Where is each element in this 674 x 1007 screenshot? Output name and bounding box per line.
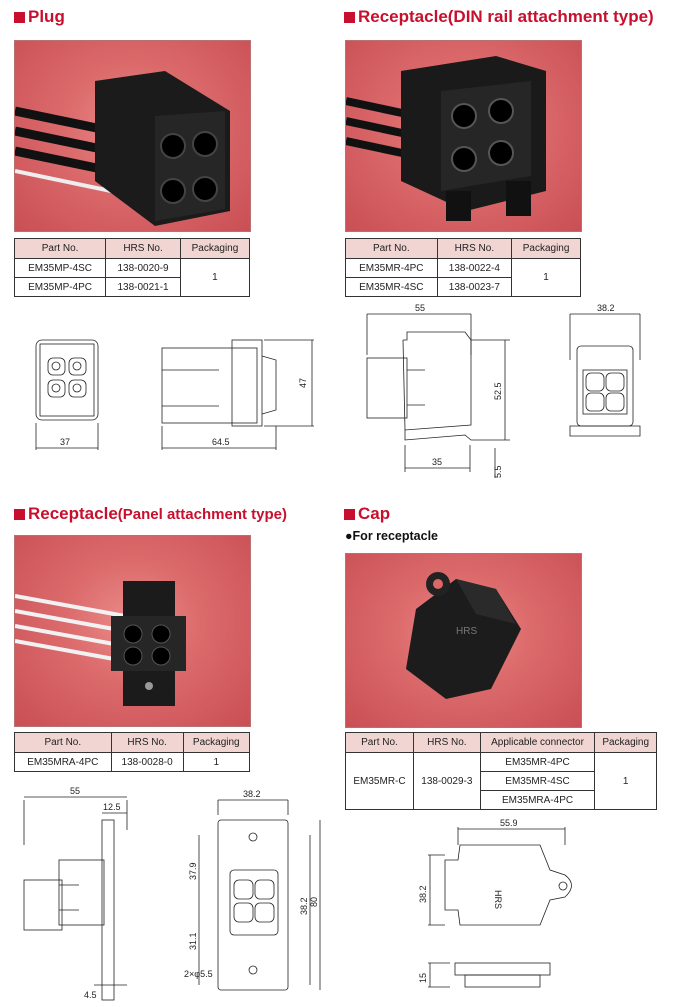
cap-dim-depth: 15 [418, 972, 428, 983]
plug-dim-height: 47 [298, 377, 308, 388]
section-marker-icon [14, 509, 25, 520]
receptacle-din-photo [345, 40, 582, 232]
rdin-th-pack: Packaging [512, 239, 581, 259]
receptacle-din-table [345, 238, 581, 297]
plug-table [14, 238, 250, 297]
receptacle-panel-title-main: Receptacle [28, 504, 118, 523]
plug-hrs-1: 138-0020-9 [106, 259, 181, 278]
plug-packaging: 1 [180, 259, 249, 297]
cap-th-pack: Packaging [595, 733, 657, 753]
rdin-dim-width: 38.2 [597, 303, 615, 313]
svg-text:HRS: HRS [493, 890, 503, 910]
receptacle-din-title-text: Receptacle(DIN rail attachment type) [358, 7, 654, 26]
rdin-packaging: 1 [512, 259, 581, 297]
plug-photo [14, 40, 251, 232]
cap-th-part: Part No. [346, 733, 414, 753]
rdin-th-part: Part No. [346, 239, 438, 259]
cap-th-hrs: HRS No. [413, 733, 480, 753]
cap-packaging: 1 [595, 753, 657, 810]
receptacle-panel-drawing [14, 785, 334, 1005]
cap-dim-width: 55.9 [500, 818, 518, 828]
rpan-dim-inner: 38.2 [299, 897, 309, 915]
rdin-dim-foot: 5.5 [493, 465, 503, 478]
svg-text:HRS: HRS [456, 626, 478, 637]
section-marker-icon [344, 12, 355, 23]
plug-th-hrs: HRS No. [106, 239, 181, 259]
plug-th-part: Part No. [15, 239, 106, 259]
rpan-dim-flange: 12.5 [103, 802, 121, 812]
receptacle-panel-section-title [14, 504, 287, 524]
rpan-dim-width: 38.2 [243, 789, 261, 799]
rpan-dim-length: 55 [70, 786, 81, 796]
rpan-dim-upper: 37.9 [188, 862, 198, 880]
section-marker-icon [14, 12, 25, 23]
plug-drawing [14, 318, 334, 458]
receptacle-panel-photo [14, 535, 251, 727]
plug-part-1: EM35MP-4SC [15, 259, 106, 278]
plug-title-text: Plug [28, 7, 65, 26]
rdin-dim-rail: 35 [432, 457, 443, 467]
cap-hrs: 138-0029-3 [413, 753, 480, 810]
rdin-hrs-1: 138-0022-4 [437, 259, 512, 278]
plug-dim-length: 64.5 [212, 437, 230, 447]
plug-section-title [14, 7, 65, 27]
rpan-packaging: 1 [183, 753, 249, 772]
plug-part-2: EM35MP-4PC [15, 278, 106, 297]
rpan-dim-holes: 2×φ5.5 [184, 969, 213, 979]
rpan-th-hrs: HRS No. [111, 733, 183, 753]
rdin-dim-height: 52.5 [493, 382, 503, 400]
cap-part: EM35MR-C [346, 753, 414, 810]
cap-th-connector: Applicable connector [480, 733, 595, 753]
rpan-dim-total: 80 [309, 896, 319, 907]
rpan-dim-lower: 31.1 [188, 932, 198, 950]
rpan-part-1: EM35MRA-4PC [15, 753, 112, 772]
plug-th-pack: Packaging [180, 239, 249, 259]
cap-connector-3: EM35MRA-4PC [480, 791, 595, 810]
cap-drawing [400, 815, 600, 1005]
rpan-dim-bottom: 4.5 [84, 990, 97, 1000]
cap-connector-2: EM35MR-4SC [480, 772, 595, 791]
plug-dim-width: 37 [60, 437, 71, 447]
rdin-part-2: EM35MR-4SC [346, 278, 438, 297]
receptacle-din-section-title [344, 7, 654, 27]
rpan-th-pack: Packaging [183, 733, 249, 753]
rdin-hrs-2: 138-0023-7 [437, 278, 512, 297]
receptacle-panel-table [14, 732, 250, 772]
rdin-dim-length: 55 [415, 303, 426, 313]
receptacle-panel-title-paren: (Panel attachment type) [117, 505, 287, 523]
rdin-part-1: EM35MR-4PC [346, 259, 438, 278]
rpan-th-part: Part No. [15, 733, 112, 753]
cap-subtitle: ●For receptacle [345, 529, 439, 543]
rpan-hrs-1: 138-0028-0 [111, 753, 183, 772]
cap-connector-1: EM35MR-4PC [480, 753, 595, 772]
cap-photo [345, 553, 582, 728]
cap-dim-height: 38.2 [418, 885, 428, 903]
cap-title-text: Cap [358, 504, 391, 523]
rdin-th-hrs: HRS No. [437, 239, 512, 259]
cap-section-title [344, 504, 390, 524]
receptacle-din-drawing [345, 300, 665, 480]
plug-hrs-2: 138-0021-1 [106, 278, 181, 297]
cap-table [345, 732, 657, 810]
section-marker-icon [344, 509, 355, 520]
